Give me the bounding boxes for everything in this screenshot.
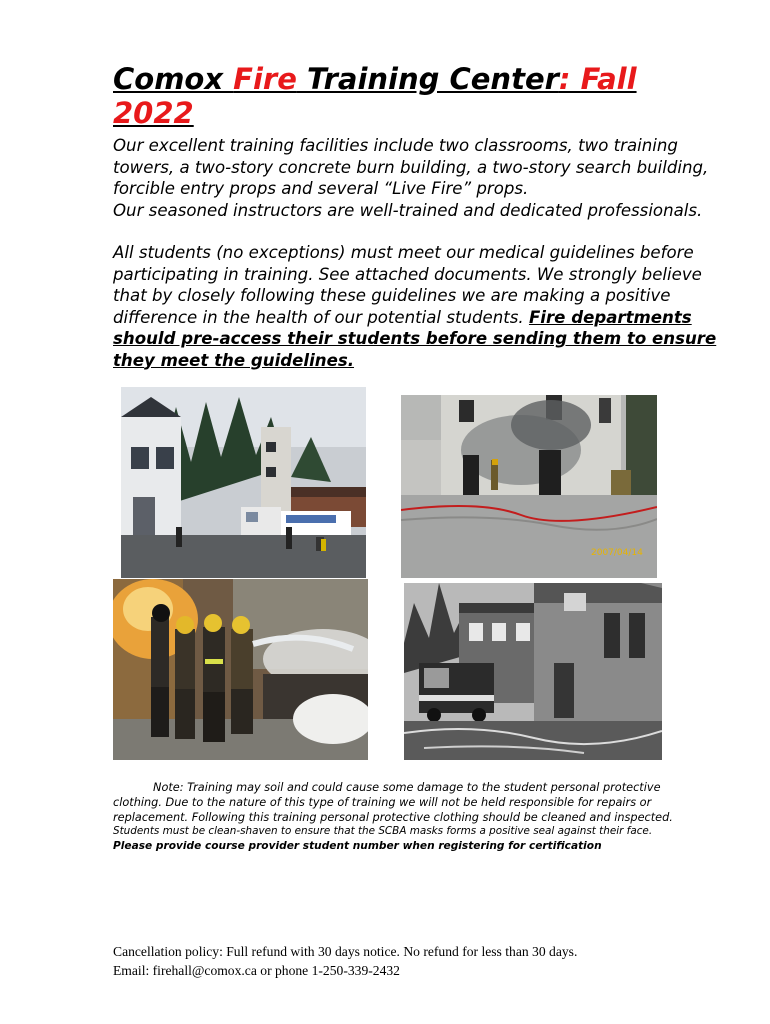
note-clean-shaven: Students must be clean-shaven to ensure that the SCBA masks forms a positive seal against their face. xyxy=(113,825,653,837)
photo-training-yard xyxy=(121,387,366,578)
photo-car-fire-training xyxy=(113,579,368,760)
title-fall: : Fall xyxy=(558,62,637,96)
title-part2: Training Center xyxy=(296,62,559,96)
intro-paragraph-medical xyxy=(113,242,733,371)
medical-text: All students (no exceptions) must meet our medical guidelines before participating in training. See attached documents. We strongly believe that by closely following these guidelines we are making a positive difference in the health of our potential students. xyxy=(113,243,702,327)
intro-paragraph-facilities: Our excellent training facilities include two classrooms, two training towers, a two-story concrete burn building, a two-story search building, forcible entry props and several “Live Fire” props. xyxy=(113,136,709,198)
contact-info: Email: firehall@comox.ca or phone 1-250-339-2432 xyxy=(113,963,400,978)
title-fire: Fire xyxy=(233,62,297,96)
intro-paragraph-instructors: Our seasoned instructors are well-trained and dedicated professionals. xyxy=(113,200,703,220)
intro-text xyxy=(113,135,733,371)
medical-emphasis: Fire departments should pre-access their students before sending them to ensure they meet the guidelines. xyxy=(113,307,717,370)
title-part1: Comox xyxy=(113,62,234,96)
cancellation-policy: Cancellation policy: Full refund with 30 days notice. No refund for less than 30 days. xyxy=(113,944,578,959)
title-year: 2022 xyxy=(113,96,194,130)
page-title xyxy=(113,62,713,130)
note-protective-clothing: Note: Training may soil and could cause some damage to the student personal protective clothing. Due to the nature of this type of training we will not be held responsible for repairs or replacement. Following this training personal protective clothing should be cleaned and inspected. xyxy=(113,781,673,824)
notes-section xyxy=(113,780,693,854)
footer xyxy=(113,942,713,980)
photo-date-stamp: 2007/04/14 xyxy=(591,548,643,558)
photo-burn-building xyxy=(401,395,657,578)
photo-search-building xyxy=(404,583,662,760)
note-student-number: Please provide course provider student number when registering for certification xyxy=(113,839,602,852)
